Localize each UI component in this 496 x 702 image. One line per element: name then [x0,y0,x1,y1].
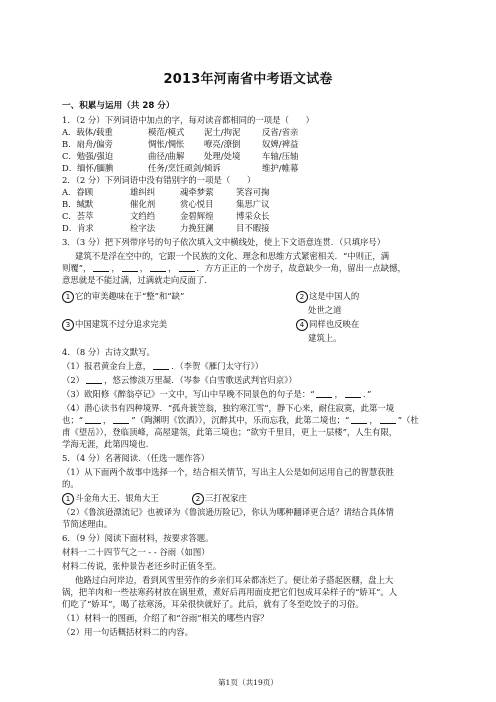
page-number: 第1页（共19页） [217,678,279,687]
q2-option-d-3: 力挽狂澜 [180,223,214,233]
q5-choice-2-text: 三打祝家庄 [205,493,247,503]
q3-sentence-4-text: 同样也反映在 [309,319,360,329]
q1-option-b-2: 惆怅/惆怅 [148,139,185,149]
q2-option-a-2: 雄纠纠 [130,187,156,197]
q2-option-d: D．肯求 [62,223,94,233]
q2-option-c: C．荟萃 [62,211,94,221]
q6-material-2: 材料二传说，张仲景告老还乡时正值冬至。 [62,561,222,571]
q6-paragraph-line-3: 们吃了“娇耳”，喝了祛寒汤，耳朵很快就好了。此后，就有了冬至吃饺子的习俗。 [62,599,364,609]
q6-material-1: 材料一二十四节气之一 - - 谷雨（如图） [62,547,210,557]
q3-sentence-3 [62,318,167,331]
q4-text: （3）欧阳修《醉翁亭记》一文中，写山中早晚不同景色的句子是：“ [62,389,315,399]
q4-text: ”（杜 [397,415,419,425]
q3-sentence-4 [296,318,359,331]
circled-number-icon: 4 [296,319,308,331]
q4-text: ．” [362,389,372,399]
q4-line-6: 甫《望岳》），登临顶峰，高屋建瓴，此第三境也；“欲穷千里目，更上一层楼”，人生有限， [62,427,398,437]
q1-option-b-3: 嘹亮/潦倒 [204,139,241,149]
q2-option-a-4: 笑容可掬 [236,187,270,197]
question-4-stem: 4．（8 分）古诗文默写。 [62,347,155,357]
fill-blank[interactable] [179,262,195,272]
q1-option-d: D．缅怀/腼腆 [62,163,114,173]
q2-option-b-4: 集思广议 [236,199,270,209]
circled-number-icon: 1 [62,493,74,505]
q1-option-c-2: 曲径/曲解 [148,151,185,161]
q2-option-c-2: 文绉绉 [130,211,156,221]
fill-blank[interactable] [86,374,102,384]
q2-option-a-3: 魂牵梦萦 [180,187,214,197]
q3-sentence-1-text: 它的审美趣味在于“整”和“缺” [75,291,185,301]
q3-sentence-1 [62,290,184,303]
q1-option-d-4: 维护/帷幕 [262,163,299,173]
q6-paragraph-line-1: 他路过白河岸边，看到风雪里劳作的乡亲们耳朵都冻烂了。便让弟子搭起医棚，盘上大 [75,575,394,585]
q3-passage-text: 则覆”， [62,263,92,273]
q4-line-5 [62,414,442,426]
q2-option-c-4: 博采众长 [236,211,270,221]
fill-blank[interactable] [351,414,367,424]
fill-blank[interactable] [345,388,361,398]
fill-blank[interactable] [122,262,138,272]
q3-sentence-4-cont: 建筑上。 [308,333,342,343]
q4-line-4: （4）潜心读书有四种境界．“孤舟蓑笠翁，独钓寒江雪”，静下心来，耐住寂寞，此第一境 [62,403,395,413]
q1-option-b-4: 奴婢/裨益 [262,139,299,149]
q1-option-b: B．扇舟/偏旁 [62,139,113,149]
q4-line-1 [62,360,442,372]
question-1-stem: 1．（2 分）下列词语中加点的字，每对读音都相同的一项是（ ） [62,115,314,125]
q5-choice-1 [62,492,159,505]
q3-sentence-2-cont: 处世之道 [308,305,342,315]
page-title: 2013年河南省中考语文试卷 [163,72,333,87]
q1-option-a-4: 反省/省亲 [262,127,299,137]
q5-line-2: 的。 [62,479,79,489]
q4-text: ， [334,389,343,399]
q4-line-3 [62,388,442,400]
q1-option-a-3: 泥土/拘泥 [204,127,241,137]
q4-text: （2） [62,375,85,385]
q4-text: ，悠云惨淡万里凝．（岑参《白雪歌送武判官归京》） [104,375,297,385]
q4-text: ， [103,415,112,425]
q3-passage-line-1: 建筑不是浮在空中的，它跟一个民族的文化、理念和思维方式紧密相关．“中则正，满 [75,251,390,261]
fill-blank[interactable] [85,414,101,424]
q1-option-a: A．载体/载重 [62,127,113,137]
q6-subquestion-2: （2）用一句话概括材料二的内容。 [62,627,193,637]
q2-option-b-2: 催化剂 [130,199,156,209]
q1-option-c-4: 车轴/压轴 [262,151,299,161]
fill-blank[interactable] [150,262,166,272]
q6-subquestion-1: （1）材料一的图画，介绍了和“谷雨”相关的哪些内容？ [62,613,269,623]
q4-text: ．（李贺《雁门太守行》） [171,361,264,371]
q1-option-c-3: 处理/处境 [204,151,241,161]
q5-line-1: （1）从下面两个故事中选择一个，结合相关情节，写出主人公是如何运用自己的智慧获胜 [62,467,394,477]
q4-text: （1）报君黄金台上意， [62,361,152,371]
question-5-stem: 5．（4 分）名著阅读．（任选一题作答） [62,453,210,463]
fill-blank[interactable] [153,360,169,370]
fill-blank[interactable] [380,414,396,424]
q5-choice-2 [192,492,247,505]
q2-option-a: A．眷顾 [62,187,94,197]
q4-text: ”（陶渊明《饮酒》），沉醉其中，乐而忘我，此第二境也；“ [131,415,350,425]
q4-line-7: 学海无涯，此第四境也． [62,439,155,449]
q2-option-d-2: 检字法 [130,223,156,233]
q1-option-a-2: 模范/模式 [148,127,185,137]
circled-number-icon: 2 [192,493,204,505]
q2-option-b: B．缄默 [62,199,94,209]
question-2-stem: 2．（2 分）下列词语中没有错别字的一项是（ ） [62,175,256,185]
fill-blank[interactable] [93,262,109,272]
fill-blank[interactable] [316,388,332,398]
q1-option-d-2: 任务/烹饪顽剑/倾诉 [148,163,221,173]
circled-number-icon: 2 [296,291,308,303]
q3-passage-line-2: 则覆”， ， ， ， ．方方正正的一个房子，故意缺少一角，留出一点缺憾， [62,263,406,273]
q3-sentence-3-text: 中国建筑不过分追求完美 [75,319,168,329]
circled-number-icon: 1 [62,291,74,303]
question-6-stem: 6．（9 分）阅读下面材料，按要求答题。 [62,533,214,543]
q2-option-b-3: 赏心悦目 [180,199,214,209]
section-heading: 一、积累与运用（共 28 分） [62,101,175,111]
q4-text: ， [369,415,378,425]
q5-line-3: （2）《鲁滨逊漂流记》也被译为《鲁滨逊历险记》，你认为哪种翻译更合适？请结合具体情 [62,507,394,517]
question-3-stem: 3．（3 分）把下列带序号的句子依次填入文中横线处，使上下文语意连贯．（只填序号） [62,237,386,247]
q4-text: 也；“ [62,415,84,425]
q5-line-4: 节简述理由。 [62,519,113,529]
circled-number-icon: 3 [62,319,74,331]
q3-sentence-2 [296,290,359,303]
q6-paragraph-line-2: 锅，把羊肉和一些祛寒药材放在锅里煮，煮好后再用面皮把它们包成耳朵样子的“娇耳”。人 [62,587,398,597]
q3-sentence-2-text: 这是中国人的 [309,291,360,301]
q4-line-2 [62,374,442,386]
fill-blank[interactable] [113,414,129,424]
q1-option-c: C．勉强/强迫 [62,151,114,161]
q3-passage-line-3: 意思就是不能过满，过满就走向反面了． [62,275,213,285]
q5-choice-1-text: 斗金角大王、银角大王 [75,493,159,503]
q2-option-d-4: 目不暇接 [236,223,270,233]
q2-option-c-3: 金碧辉煌 [180,211,214,221]
q3-passage-text-2: ．方方正正的一个房子，故意缺少一角，留出一点缺憾， [196,263,406,273]
